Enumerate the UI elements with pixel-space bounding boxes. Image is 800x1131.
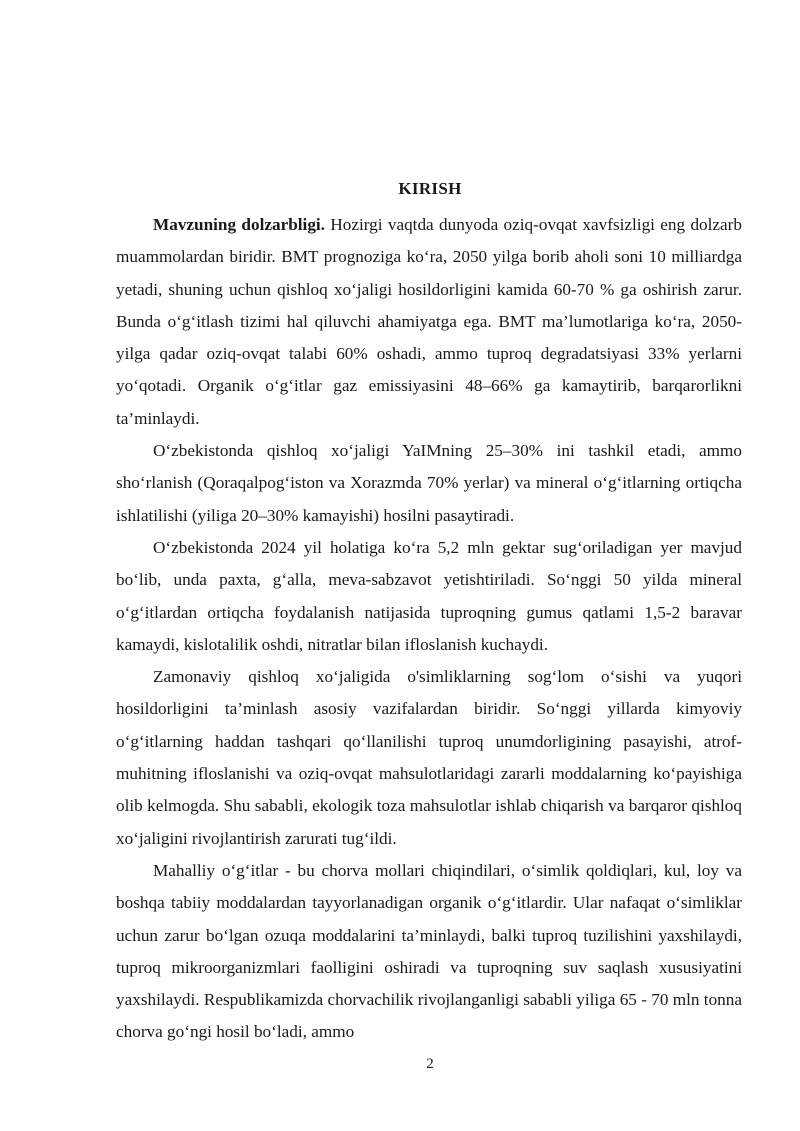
page-number: 2: [426, 1056, 434, 1072]
paragraph-relevance: [116, 209, 742, 435]
section-heading: KIRISH: [398, 179, 462, 198]
paragraph-local-fertilizers: Mahalliy o‘g‘itlar - bu chorva mollari chiqindilari, o‘simlik qoldiqlari, kul, loy va boshqa tabiiy moddalardan tayyorlanadigan organik o‘g‘itlardir. Ular nafaqat o‘simliklar uchun zarur bo‘lgan ozuqa moddalarini ta’minlaydi, balki tuproq tuzilishini yaxshilaydi, tuproq mikroorganizmlari faolligini oshiradi va tuproqning suv saqlash xususiyatini yaxshilaydi. Respublikamizda chorvachilik rivojlanganligi sababli yiliga 65 - 70 mln tonna chorva go‘ngi hosil bo‘ladi, ammo: [116, 860, 742, 1042]
body-text: [116, 209, 742, 1049]
paragraph-lead: Mavzuning dolzarbligi.: [153, 215, 325, 234]
paragraph-modern-agriculture: Zamonaviy qishloq xo‘jaligida o'simliklarning sog‘lom o‘sishi va yuqori hosildorligini ta’minlash asosiy vazifalardan biridir. So‘nggi yillarda kimyoviy o‘g‘itlarning haddan tashqari qo‘llanilishi tuproq unumdorligining pasayishi, atrof-muhitning ifloslanishi va oziq-ovqat mahsulotlaridagi zararli moddalarning ko‘payishiga olib kelmogda. Shu sababli, ekologik toza mahsulotlar ishlab chiqarish va barqaror qishloq xo‘jaligini rivojlantirish zarurati tug‘ildi.: [116, 667, 742, 848]
paragraph-text: Hozirgi vaqtda dunyoda oziq-ovqat xavfsizligi eng dolzarb muammolardan biridir. BMT prognoziga ko‘ra, 2050 yilga borib aholi soni 10 milliardga yetadi, shuning uchun qishloq xo‘jaligi hosildorligini kamida 60-70 % ga oshirish zarur. Bunda o‘g‘itlash tizimi hal qiluvchi ahamiyatga ega. BMT ma’lumotlariga ko‘ra, 2050-yilga qadar oziq-ovqat talabi 60% oshadi, ammo tuproq degradatsiyasi 33% yerlarni yo‘qotadi. Organik o‘g‘itlar gaz emissiyasini 48–66% ga kamaytirib, barqarorlikni ta’minlaydi.: [116, 215, 742, 428]
paragraph-irrigated-land: O‘zbekistonda 2024 yil holatiga ko‘ra 5,2 mln gektar sug‘oriladigan yer mavjud bo‘lib, unda paxta, g‘alla, meva-sabzavot yetishtiriladi. So‘nggi 50 yilda mineral o‘g‘itlardan ortiqcha foydalanish natijasida tuproqning gumus qatlami 1,5-2 baravar kamaydi, kislotalilik oshdi, nitratlar bilan ifloslanish kuchaydi.: [116, 537, 742, 654]
paragraph-uzbekistan-agriculture: O‘zbekistonda qishloq xo‘jaligi YaIMning 25–30% ini tashkil etadi, ammo sho‘rlanish (Qoraqalpog‘iston va Xorazmda 70% yerlar) va mineral o‘g‘itlarning ortiqcha ishlatilishi (yiliga 20–30% kamayishi) hosilni pasaytiradi.: [116, 441, 742, 525]
